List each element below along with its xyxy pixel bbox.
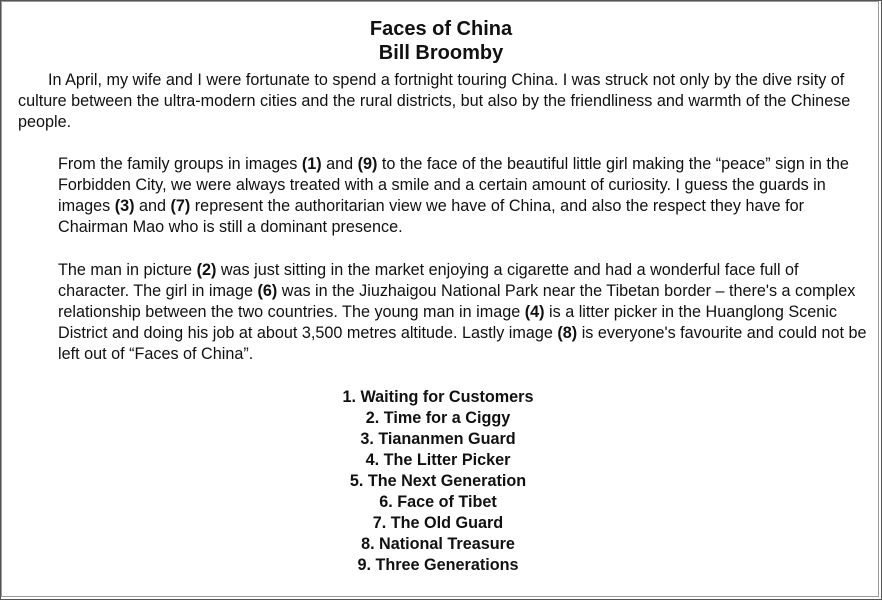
text-run: and xyxy=(134,197,171,215)
caption-item: 4. The Litter Picker xyxy=(365,451,511,469)
text-run: The man in picture xyxy=(58,261,197,279)
article-author: Bill Broomby xyxy=(378,42,504,64)
images-paragraph-1 xyxy=(58,154,870,238)
caption-item: 3. Tiananmen Guard xyxy=(360,430,516,448)
image-ref: (2) xyxy=(196,261,217,279)
image-ref: (6) xyxy=(257,282,278,300)
text-run: was just sitting in the market enjoying a cigarette and had a wonderful face full of character. The girl in image xyxy=(58,261,799,300)
image-ref: (7) xyxy=(170,197,191,215)
caption-list xyxy=(0,387,876,576)
text-run: to the face of the beautiful little girl making the “peace” sign in the Forbidden City, we were always treated with a smile and a certain amount of curiosity. I guess the guards in images xyxy=(58,155,849,215)
text-run: and xyxy=(321,155,358,173)
text-run: was in the Jiuzhaigou National Park near the Tibetan border – there's a complex relationship between the two countries. The young man in image xyxy=(58,282,856,321)
image-ref: (8) xyxy=(557,324,578,342)
image-ref: (3) xyxy=(114,197,135,215)
text-run: is everyone's favourite and could not be left out of “Faces of China”. xyxy=(58,324,867,363)
text-run: From the family groups in images xyxy=(58,155,302,173)
text-run: represent the authoritarian view we have of China, and also the respect they have for Chairman Mao who is still a dominant presence. xyxy=(58,197,804,236)
caption-item: 8. National Treasure xyxy=(361,535,515,553)
image-ref: (4) xyxy=(524,303,545,321)
text-run: is a litter picker in the Huanglong Scenic District and doing his job at about 3,500 metres altitude. Lastly image xyxy=(58,303,837,342)
image-ref: (9) xyxy=(357,155,378,173)
caption-item: 1. Waiting for Customers xyxy=(342,388,534,406)
images-paragraph-2 xyxy=(58,260,870,365)
intro-paragraph: In April, my wife and I were fortunate to spend a fortnight touring China. I was struck not only by the dive rsity of culture between the ultra-modern cities and the rural districts, but also by the friendliness and warmth of the Chinese people. xyxy=(18,71,851,131)
caption-item: 2. Time for a Ciggy xyxy=(365,409,511,427)
caption-item: 5. The Next Generation xyxy=(349,472,527,490)
article-title: Faces of China xyxy=(369,18,513,40)
image-ref: (1) xyxy=(301,155,322,173)
caption-item: 7. The Old Guard xyxy=(372,514,504,532)
caption-item: 9. Three Generations xyxy=(357,556,519,574)
caption-item: 6. Face of Tibet xyxy=(379,493,497,511)
